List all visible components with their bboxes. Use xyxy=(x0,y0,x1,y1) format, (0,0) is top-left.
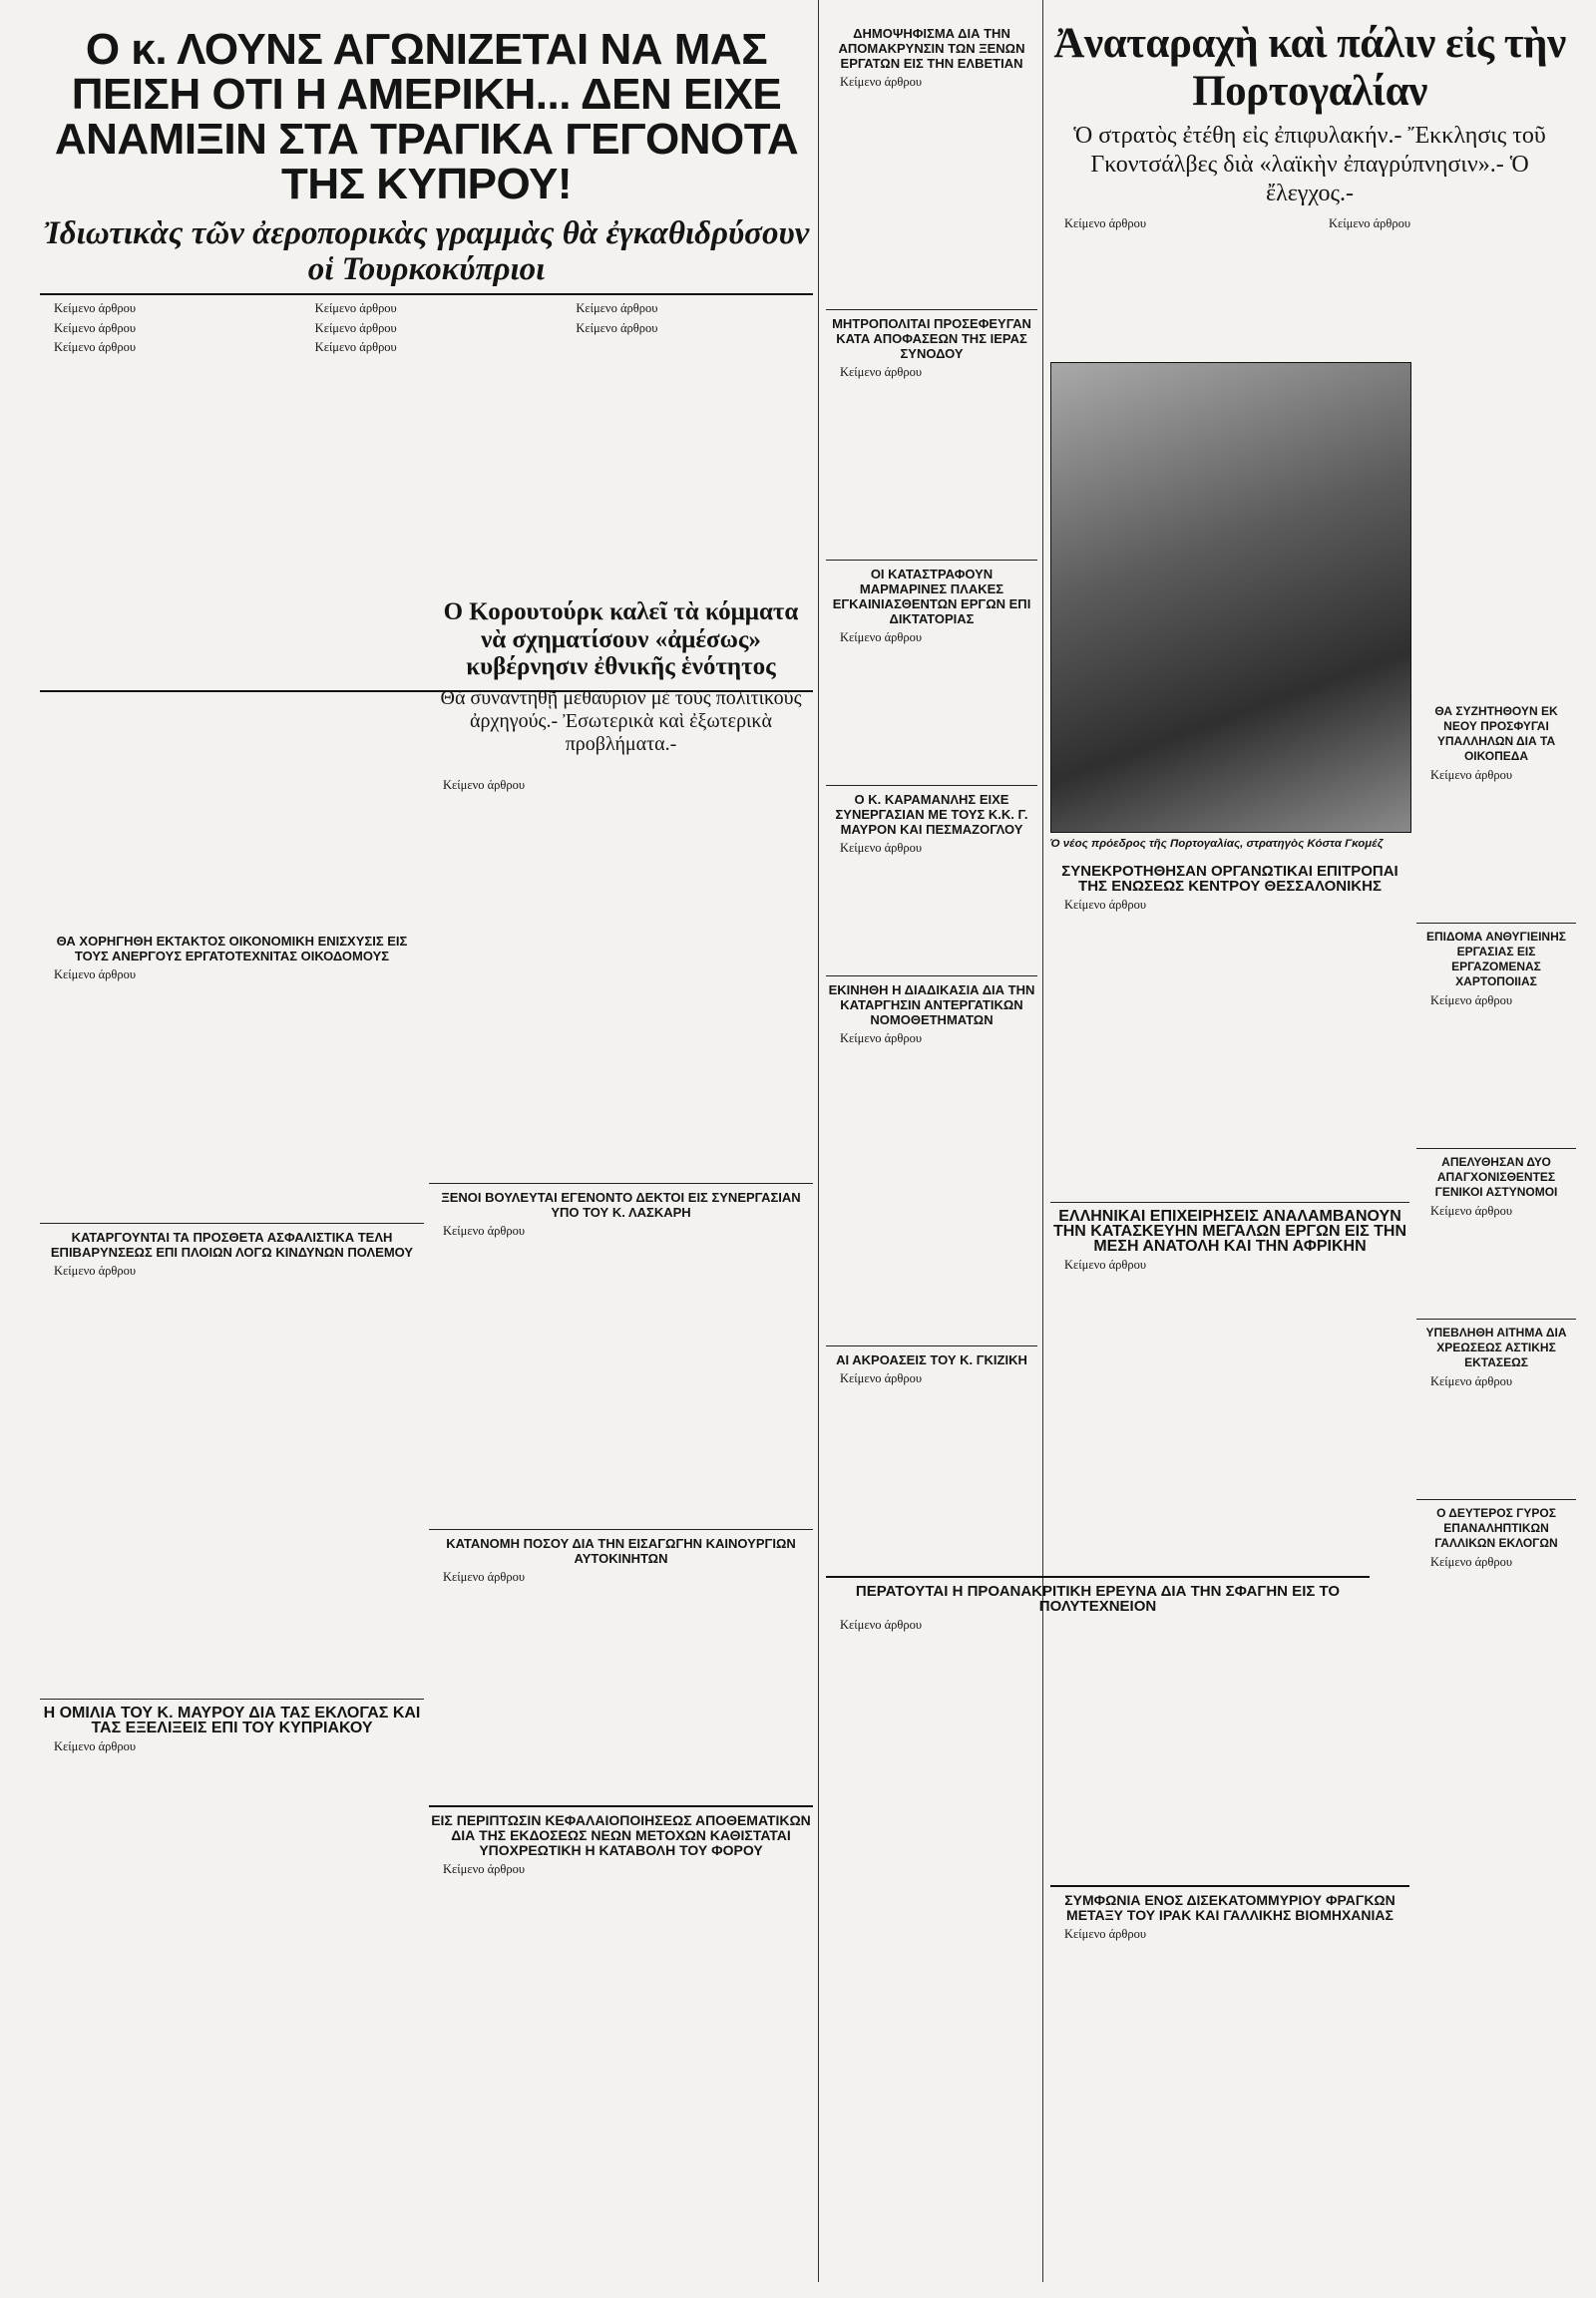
article-text: Κείμενο άρθρου xyxy=(1430,768,1513,782)
lead-subhead-left: Ἰδιωτικὰς τῶν ἀεροπορικὰς γραμμὰς θὰ ἐγκαθιδρύσουν οἱ Τουρκοκύπριοι xyxy=(43,214,810,287)
article-text: Κείμενο άρθρου xyxy=(443,1224,526,1238)
middle-lead-story xyxy=(429,598,813,756)
article-text: Κείμενο άρθρου xyxy=(1430,1374,1513,1388)
section-title: ΘΑ ΧΟΡΗΓΗΘΗ ΕΚΤΑΚΤΟΣ ΟΙΚΟΝΟΜΙΚΗ ΕΝΙΣΧΥΣΙΣ ΕΙΣ ΤΟΥΣ ΑΝΕΡΓΟΥΣ ΕΡΓΑΤΟΤΕΧΝΙΤΑΣ ΟΙΚΟΔΟΜΟΥΣ xyxy=(56,934,408,963)
section-title: ΕΛΛΗΝΙΚΑΙ ΕΠΙΧΕΙΡΗΣΕΙΣ ΑΝΑΛΑΜΒΑΝΟΥΝ ΤΗΝ ΚΑΤΑΣΚΕΥΗΝ ΜΕΓΑΛΩΝ ΕΡΓΩΝ ΕΙΣ ΤΗΝ ΜΕΣΗ ΑΝΑΤΟΛΗ ΚΑΙ ΤΗΝ ΑΦΡΙΚΗΝ xyxy=(1052,1208,1407,1255)
section-title: ΔΗΜΟΨΗΦΙΣΜΑ ΔΙΑ ΤΗΝ ΑΠΟΜΑΚΡΥΝΣΙΝ ΤΩΝ ΞΕΝΩΝ ΕΡΓΑΤΩΝ ΕΙΣ ΤΗΝ ΕΛΒΕΤΙΑΝ xyxy=(838,26,1025,71)
article-text: Κείμενο άρθρου xyxy=(840,75,923,89)
article-text: Κείμενο άρθρου Κείμενο άρθρου Κείμενο άρθρου xyxy=(54,301,137,355)
news-photo xyxy=(1050,362,1411,833)
article-text: Κείμενο άρθρου xyxy=(1430,1204,1513,1218)
article-text: Κείμενο άρθρου xyxy=(54,967,137,981)
column-divider xyxy=(818,0,819,2282)
article-text: Κείμενο άρθρου xyxy=(840,365,923,379)
section-title: ΚΑΤΑΡΓΟΥΝΤΑΙ ΤΑ ΠΡΟΣΘΕΤΑ ΑΣΦΑΛΙΣΤΙΚΑ ΤΕΛΗ ΕΠΙΒΑΡΥΝΣΕΩΣ ΕΠΙ ΠΛΟΙΩΝ ΛΟΓΩ ΚΙΝΔΥΝΩΝ ΠΟΛΕΜΟΥ xyxy=(50,1230,414,1260)
lead-subhead-middle: Θὰ συναντηθῇ μεθαύριον μὲ τοὺς πολιτικοὺς ἀρχηγούς.- Ἐσωτερικὰ καὶ ἐξωτερικὰ προβλήματα.- xyxy=(440,686,802,755)
section-title: ΠΕΡΑΤΟΥΤΑΙ Η ΠΡΟΑΝΑΚΡΙΤΙΚΗ ΕΡΕΥΝΑ ΔΙΑ ΤΗΝ ΣΦΑΓΗΝ ΕΙΣ ΤΟ ΠΟΛΥΤΕΧΝΕΙΟΝ xyxy=(855,1583,1341,1615)
article-text: Κείμενο άρθρου xyxy=(54,1739,137,1753)
article-text: Κείμενο άρθρου xyxy=(54,1264,137,1278)
article-text: Κείμενο άρθρου Κείμενο άρθρου xyxy=(576,301,658,335)
article-text: Κείμενο άρθρου xyxy=(1329,215,1411,230)
section-title: ΞΕΝΟΙ ΒΟΥΛΕΥΤΑΙ ΕΓΕΝΟΝΤΟ ΔΕΚΤΟΙ ΕΙΣ ΣΥΝΕΡΓΑΣΙΑΝ ΥΠΟ ΤΟΥ Κ. ΛΑΣΚΑΡΗ xyxy=(441,1190,801,1220)
article-text: Κείμενο άρθρου xyxy=(1064,1258,1147,1272)
article-text: Κείμενο άρθρου Κείμενο άρθρου Κείμενο άρθρου xyxy=(314,301,397,355)
right-narrow-column xyxy=(1416,698,1576,1854)
section-title: ΑΙ ΑΚΡΟΑΣΕΙΣ ΤΟΥ Κ. ΓΚΙΖΙΚΗ xyxy=(836,1352,1027,1367)
lead-headline-right: Ἀναταραχὴ καὶ πάλιν εἰς τὴν Πορτογαλίαν xyxy=(1053,20,1566,116)
section-title: ΣΥΜΦΩΝΙΑ ΕΝΟΣ ΔΙΣΕΚΑΤΟΜΜΥΡΙΟΥ ΦΡΑΓΚΩΝ ΜΕΤΑΞΥ ΤΟΥ ΙΡΑΚ ΚΑΙ ΓΑΛΛΙΚΗΣ ΒΙΟΜΗΧΑΝΙΑΣ xyxy=(1064,1892,1396,1923)
lead-subhead-right: Ὁ στρατὸς ἐτέθη εἰς ἐπιφυλακήν.- Ἔκκλησις τοῦ Γκοντσάλβες διὰ «λαϊκὴν ἐπαγρύπνησιν».- Ὁ ἔλεγχος.- xyxy=(1073,123,1546,206)
section-title: Η ΟΜΙΛΙΑ ΤΟΥ Κ. ΜΑΥΡΟΥ ΔΙΑ ΤΑΣ ΕΚΛΟΓΑΣ ΚΑΙ ΤΑΣ ΕΞΕΛΙΞΕΙΣ ΕΠΙ ΤΟΥ ΚΥΠΡΙΑΚΟΥ xyxy=(43,1705,421,1736)
section-title: ΥΠΕΒΛΗΘΗ ΑΙΤΗΜΑ ΔΙΑ ΧΡΕΩΣΕΩΣ ΑΣΤΙΚΗΣ ΕΚΤΑΣΕΩΣ xyxy=(1425,1326,1567,1369)
article-iraq-block xyxy=(1050,1885,1409,2256)
article-tax xyxy=(429,1805,813,2261)
article-text: Κείμενο άρθρου xyxy=(1064,898,1147,912)
column-4 xyxy=(826,20,1037,1581)
section-title: ΑΠΕΛΥΘΗΣΑΝ ΔΥΟ ΑΠΑΓΧΟΝΙΣΘΕΝΤΕΣ ΓΕΝΙΚΟΙ ΑΣΤΥΝΟΜΟΙ xyxy=(1434,1155,1558,1199)
article-text: Κείμενο άρθρου xyxy=(840,1618,923,1632)
middle-column xyxy=(429,778,813,1710)
right-lead-columns xyxy=(1050,216,1569,356)
section-title: Ο ΔΕΥΤΕΡΟΣ ΓΥΡΟΣ ΕΠΑΝΑΛΗΠΤΙΚΩΝ ΓΑΛΛΙΚΩΝ ΕΚΛΟΓΩΝ xyxy=(1434,1506,1558,1550)
column-5 xyxy=(1050,858,1409,1377)
article-text: Κείμενο άρθρου xyxy=(443,1570,526,1584)
lead-headline-left: Ο κ. ΛΟΥΝΣ ΑΓΩΝΙΖΕΤΑΙ ΝΑ ΜΑΣ ΠΕΙΣΗ ΟΤΙ Η ΑΜΕΡΙΚΗ... ΔΕΝ ΕΙΧΕ ΑΝΑΜΙΞΙΝ ΣΤΑ ΤΡΑΓΙΚΑ ΓΕΓΟΝΟΤΑ ΤΗΣ ΚΥΠΡΟΥ! xyxy=(54,25,799,208)
article-text: Κείμενο άρθρου xyxy=(840,1031,923,1045)
article-text: Κείμενο άρθρου xyxy=(443,778,526,792)
section-title: ΘΑ ΣΥΖΗΤΗΘΟΥΝ ΕΚ ΝΕΟΥ ΠΡΟΣΦΥΓΑΙ ΥΠΑΛΛΗΛΩΝ ΔΙΑ ΤΑ ΟΙΚΟΠΕΔΑ xyxy=(1434,704,1558,763)
section-title: ΕΙΣ ΠΕΡΙΠΤΩΣΙΝ ΚΕΦΑΛΑΙΟΠΟΙΗΣΕΩΣ ΑΠΟΘΕΜΑΤΙΚΩΝ ΔΙΑ ΤΗΣ ΕΚΔΟΣΕΩΣ ΝΕΩΝ ΜΕΤΟΧΩΝ ΚΑΘΙΣΤΑΤΑΙ ΥΠΟΧΡΕΩΤΙΚΗ Η ΚΑΤΑΒΟΛΗ ΤΟΥ ΦΟΡΟΥ xyxy=(431,1812,811,1858)
section-title: Ο Κ. ΚΑΡΑΜΑΝΛΗΣ ΕΙΧΕ ΣΥΝΕΡΓΑΣΙΑΝ ΜΕ ΤΟΥΣ Κ.Κ. Γ. ΜΑΥΡΟΝ ΚΑΙ ΠΕΣΜΑΖΟΓΛΟΥ xyxy=(835,792,1028,837)
article-text: Κείμενο άρθρου xyxy=(1430,993,1513,1007)
section-title: ΜΗΤΡΟΠΟΛΙΤΑΙ ΠΡΟΣΕΦΕΥΓΑΝ ΚΑΤΑ ΑΠΟΦΑΣΕΩΝ ΤΗΣ ΙΕΡΑΣ ΣΥΝΟΔΟΥ xyxy=(832,316,1031,361)
article-text: Κείμενο άρθρου xyxy=(840,630,923,644)
section-title: ΣΥΝΕΚΡΟΤΗΘΗΣΑΝ ΟΡΓΑΝΩΤΙΚΑΙ ΕΠΙΤΡΟΠΑΙ ΤΗΣ ΕΝΩΣΕΩΣ ΚΕΝΤΡΟΥ ΘΕΣΣΑΛΟΝΙΚΗΣ xyxy=(1061,863,1398,895)
section-title: ΕΠΙΔΟΜΑ ΑΝΘΥΓΙΕΙΝΗΣ ΕΡΓΑΣΙΑΣ ΕΙΣ ΕΡΓΑΖΟΜΕΝΑΣ ΧΑΡΤΟΠΟΙΙΑΣ xyxy=(1426,930,1566,988)
article-text: Κείμενο άρθρου xyxy=(443,1862,526,1876)
article-text: Κείμενο άρθρου xyxy=(840,841,923,855)
article-text: Κείμενο άρθρου xyxy=(840,1371,923,1385)
article-text: Κείμενο άρθρου xyxy=(1430,1555,1513,1569)
article-text: Κείμενο άρθρου xyxy=(1064,215,1147,230)
left-lead-story xyxy=(40,0,813,696)
article-aid xyxy=(40,928,424,2298)
photo-caption: Ὁ νέος πρόεδρος τῆς Πορτογαλίας, στρατηγὸς Κόστα Γκομέζ xyxy=(1050,837,1384,850)
lead-headline-middle: Ο Κορουτούρκ καλεῖ τὰ κόμματα νὰ σχηματίσουν «ἀμέσως» κυβέρνησιν ἐθνικῆς ἑνότητος xyxy=(443,598,799,680)
section-title: ΚΑΤΑΝΟΜΗ ΠΟΣΟΥ ΔΙΑ ΤΗΝ ΕΙΣΑΓΩΓΗΝ ΚΑΙΝΟΥΡΓΙΩΝ ΑΥΤΟΚΙΝΗΤΩΝ xyxy=(446,1536,796,1566)
section-title: ΕΚΙΝΗΘΗ Η ΔΙΑΔΙΚΑΣΙΑ ΔΙΑ ΤΗΝ ΚΑΤΑΡΓΗΣΙΝ ΑΝΤΕΡΓΑΤΙΚΩΝ ΝΟΜΟΘΕΤΗΜΑΤΩΝ xyxy=(828,982,1035,1027)
section-title: ΟΙ ΚΑΤΑΣΤΡΑΦΟΥΝ ΜΑΡΜΑΡΙΝΕΣ ΠΛΑΚΕΣ ΕΓΚΑΙΝΙΑΣΘΕΝΤΩΝ ΕΡΓΩΝ ΕΠΙ ΔΙΚΤΑΤΟΡΙΑΣ xyxy=(832,567,1031,626)
article-text: Κείμενο άρθρου xyxy=(1064,1927,1147,1941)
